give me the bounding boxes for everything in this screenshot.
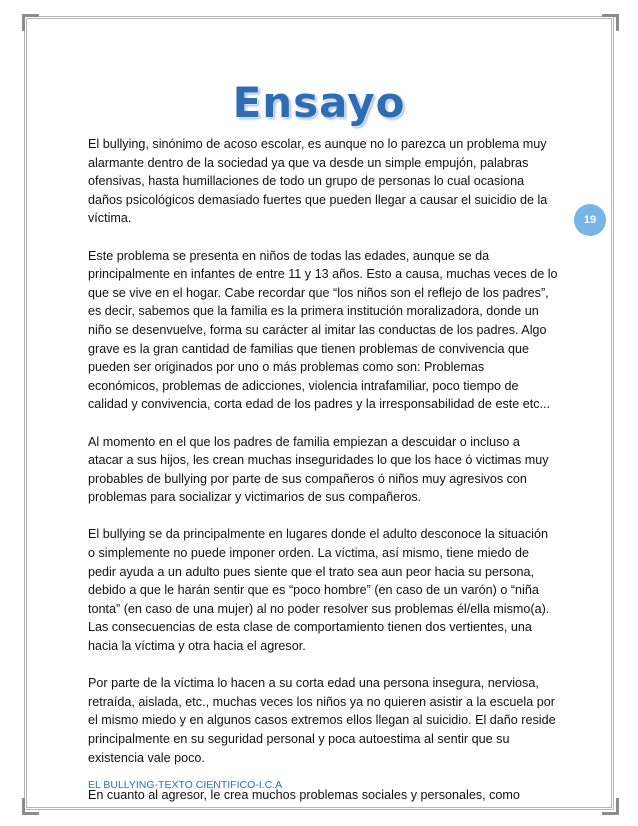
paragraph: En cuanto al agresor, le crea muchos problemas sociales y personales, como (88, 787, 520, 802)
border-corner-top-right (602, 14, 619, 31)
page-footer: EL BULLYING-TEXTO CIENTIFICO-I.C.A (88, 779, 283, 791)
page-number-badge: 19 (574, 204, 606, 236)
paragraph: Al momento en el que los padres de familia empiezan a descuidar o incluso a atacar a sus hijos, les crean muchas inseguridades lo que los hace ó victimas muy probables de bullying por parte de sus compañeros ó niños muy agresivos con problemas para socializar y victimarios de sus compañeros. (88, 434, 549, 505)
essay-body (88, 135, 558, 823)
paragraph: Por parte de la víctima lo hacen a su corta edad una persona insegura, nerviosa, retraída, aislada, etc., muchas veces los niños ya no quieren asistir a la escuela por el mismo miedo y en algunos casos extremos ellos llegan al suicidio. El daño reside principalmente en su seguridad personal y poca autoestima al sentir que su existencia vale poco. (88, 676, 556, 765)
border-corner-top-left (22, 14, 39, 31)
paragraph: El bullying se da principalmente en lugares donde el adulto desconoce la situación o simplemente no puede imponer orden. La víctima, así mismo, tiene miedo de pedir ayuda a un adulto pues siente que el trato sea aun peor hacia su persona, debido a que le harán sentir que es “poco hombre” (en caso de un varón) o “niña tonta” (en caso de una mujer) al no poder resolver sus problemas él/ella mismo(a). Las consecuencias de esta clase de comportamiento tienen dos vertientes, una hacia la víctima y otra hacia el agresor. (88, 527, 550, 654)
border-corner-bottom-left (22, 798, 39, 815)
document-title: Ensayo (232, 78, 406, 127)
paragraph: Este problema se presenta en niños de todas las edades, aunque se da principalmente en infantes de entre 11 y 13 años. Esto a causa, muchas veces de lo que se vive en el hogar. Cabe recordar que “los niños son el reflejo de los padres”, es decir, sabemos que la familia es la primera institución moralizadora, donde un niño se desenvuelve, forma su carácter al imitar las conductas de los padres. Algo grave es la gran cantidad de familias que tienen problemas de convivencia que pueden ser originados por uno o más problemas como son: Problemas económicos, problemas de adicciones, violencia intrafamiliar, poco tiempo de calidad y convivencia, corta edad de los padres y la irresponsabilidad de este etc... (88, 248, 558, 412)
paragraph: El bullying, sinónimo de acoso escolar, es aunque no lo parezca un problema muy alarmante dentro de la sociedad ya que va desde un simple empujón, palabras ofensivas, hasta humillaciones de todo un grupo de personas lo cual ocasiona daños psicológicos demasiado fuertes que pueden llegar a causar el suicidio de la víctima. (88, 137, 548, 226)
border-corner-bottom-right (602, 798, 619, 815)
